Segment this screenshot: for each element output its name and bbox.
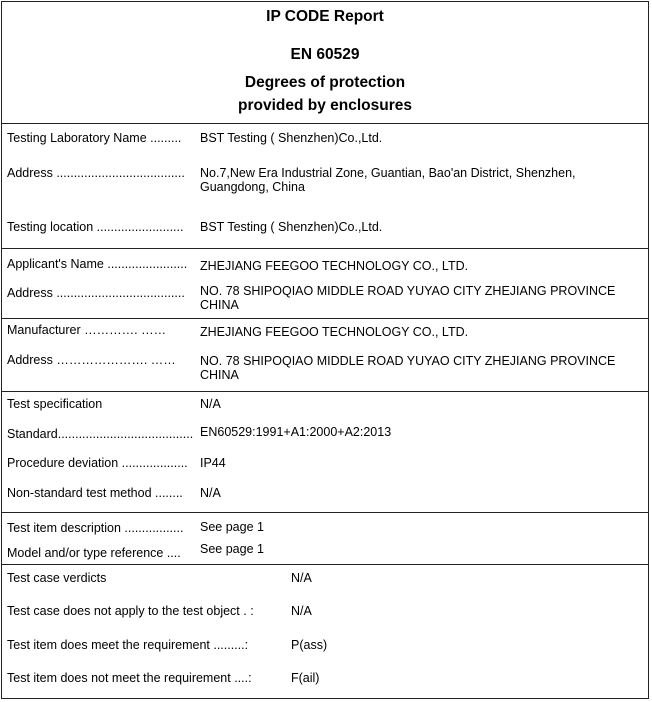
verdicts-heading-value: N/A <box>291 571 312 585</box>
applicant-address-label: Address ..................................... <box>7 286 185 300</box>
procedure-deviation-label: Procedure deviation ................... <box>7 456 188 470</box>
standard-value: EN60529:1991+A1:2000+A2:2013 <box>200 425 392 439</box>
non-standard-method-value: N/A <box>200 486 221 500</box>
non-standard-method-label: Non-standard test method ........ <box>7 486 183 500</box>
divider <box>1 123 649 124</box>
test-item-description-label: Test item description ................. <box>7 521 184 535</box>
procedure-deviation-value: IP44 <box>200 456 226 470</box>
report-subtitle-line1: Degrees of protection <box>244 74 406 91</box>
report-title: IP CODE Report <box>266 8 384 25</box>
verdict-not-apply-value: N/A <box>291 604 312 618</box>
test-specification-value: N/A <box>200 397 221 411</box>
test-specification-label: Test specification <box>7 397 103 411</box>
verdict-pass-value: P(ass) <box>291 638 328 652</box>
lab-address-value: No.7,New Era Industrial Zone, Guantian, Bao'an District, Shenzhen, Guangdong, China <box>200 166 576 195</box>
lab-address-label: Address ..................................... <box>7 166 185 180</box>
test-item-description-value: See page 1 <box>200 520 264 534</box>
verdict-fail-label: Test item does not meet the requirement ....: <box>7 671 252 685</box>
divider <box>1 564 649 565</box>
verdict-fail-value: F(ail) <box>291 671 320 685</box>
divider <box>1 391 649 392</box>
applicant-name-label: Applicant's Name ....................... <box>7 257 188 271</box>
testing-location-label: Testing location ......................... <box>7 220 184 234</box>
lab-name-label: Testing Laboratory Name ......... <box>7 131 182 145</box>
applicant-name-value: ZHEJIANG FEEGOO TECHNOLOGY CO., LTD. <box>200 259 469 273</box>
manufacturer-address-label: Address …………………. …… <box>7 353 176 367</box>
divider <box>1 318 649 319</box>
verdict-pass-label: Test item does meet the requirement .........: <box>7 638 249 652</box>
verdict-not-apply-label: Test case does not apply to the test object . : <box>7 604 254 618</box>
testing-location-value: BST Testing ( Shenzhen)Co.,Ltd. <box>200 220 383 234</box>
verdicts-heading-label: Test case verdicts <box>7 571 107 585</box>
manufacturer-name-value: ZHEJIANG FEEGOO TECHNOLOGY CO., LTD. <box>200 325 469 339</box>
lab-name-value: BST Testing ( Shenzhen)Co.,Ltd. <box>200 131 383 145</box>
divider <box>1 512 649 513</box>
divider <box>1 248 649 249</box>
model-reference-value: See page 1 <box>200 542 264 556</box>
model-reference-label: Model and/or type reference .... <box>7 546 181 560</box>
manufacturer-address-value: NO. 78 SHIPOQIAO MIDDLE ROAD YUYAO CITY ZHEJIANG PROVINCE CHINA <box>200 354 616 383</box>
standard-number: EN 60529 <box>290 46 360 63</box>
standard-label: Standard....................................... <box>7 427 194 441</box>
report-subtitle-line2: provided by enclosures <box>238 97 412 114</box>
manufacturer-name-label: Manufacturer …………. …… <box>7 323 167 337</box>
applicant-address-value: NO. 78 SHIPOQIAO MIDDLE ROAD YUYAO CITY ZHEJIANG PROVINCE CHINA <box>200 284 616 313</box>
